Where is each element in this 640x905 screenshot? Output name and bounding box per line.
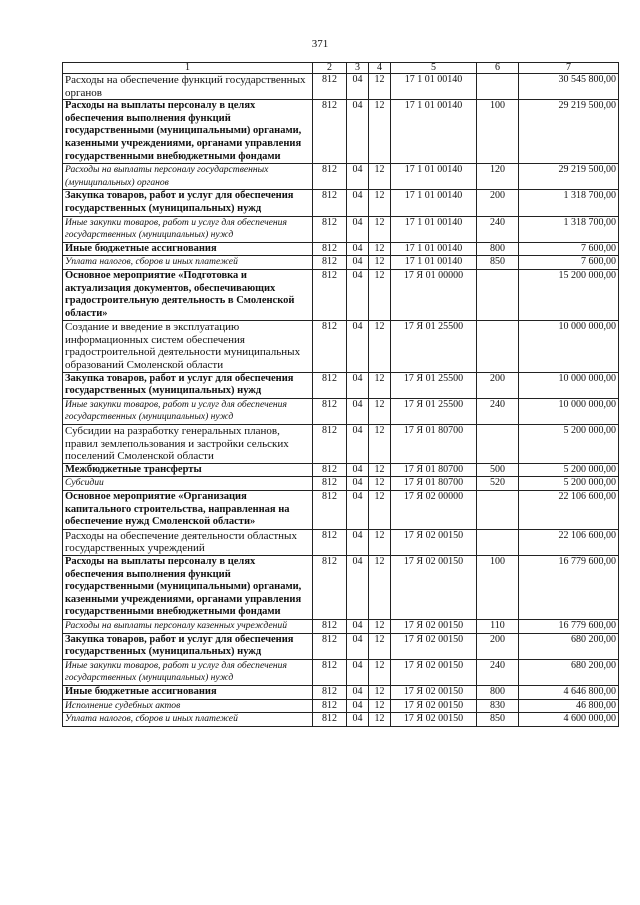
row-name-cell: Расходы на выплаты персоналу государственных (муниципальных) органов <box>63 164 313 190</box>
expense-type-cell <box>477 491 519 530</box>
expense-type-cell: 850 <box>477 713 519 727</box>
amount-cell: 10 000 000,00 <box>519 372 619 398</box>
subsection-cell: 12 <box>369 398 391 424</box>
subsection-cell: 12 <box>369 100 391 164</box>
column-header: 4 <box>369 63 391 74</box>
amount-cell: 10 000 000,00 <box>519 321 619 372</box>
table-row <box>63 216 619 242</box>
table-row <box>63 619 619 633</box>
target-article-cell: 17 Я 02 00150 <box>391 529 477 555</box>
admin-code-cell: 812 <box>313 321 347 372</box>
amount-cell: 29 219 500,00 <box>519 164 619 190</box>
expense-type-cell: 200 <box>477 190 519 216</box>
table-row <box>63 242 619 256</box>
row-name-cell: Основное мероприятие «Организация капитального строительства, направленная на обеспечение нужд Смоленской области» <box>63 491 313 530</box>
admin-code-cell: 812 <box>313 633 347 659</box>
admin-code-cell: 812 <box>313 685 347 699</box>
target-article-cell: 17 Я 01 00000 <box>391 269 477 320</box>
section-cell: 04 <box>347 425 369 464</box>
amount-cell: 1 318 700,00 <box>519 190 619 216</box>
expense-type-cell: 240 <box>477 216 519 242</box>
expense-type-cell <box>477 425 519 464</box>
target-article-cell: 17 1 01 00140 <box>391 216 477 242</box>
row-name-cell: Закупка товаров, работ и услуг для обеспечения государственных (муниципальных) нужд <box>63 633 313 659</box>
table-row <box>63 321 619 372</box>
admin-code-cell: 812 <box>313 190 347 216</box>
amount-cell: 10 000 000,00 <box>519 398 619 424</box>
subsection-cell: 12 <box>369 685 391 699</box>
row-name-cell: Закупка товаров, работ и услуг для обеспечения государственных (муниципальных) нужд <box>63 190 313 216</box>
amount-cell: 5 200 000,00 <box>519 477 619 491</box>
expense-type-cell: 200 <box>477 633 519 659</box>
row-name-cell: Расходы на обеспечение деятельности областных государственных учреждений <box>63 529 313 555</box>
admin-code-cell: 812 <box>313 256 347 270</box>
expense-type-cell: 800 <box>477 685 519 699</box>
table-row <box>63 685 619 699</box>
subsection-cell: 12 <box>369 713 391 727</box>
column-header: 6 <box>477 63 519 74</box>
admin-code-cell: 812 <box>313 699 347 713</box>
table-row <box>63 491 619 530</box>
table-row <box>63 555 619 619</box>
section-cell: 04 <box>347 74 369 100</box>
amount-cell: 16 779 600,00 <box>519 619 619 633</box>
table-row <box>63 100 619 164</box>
section-cell: 04 <box>347 321 369 372</box>
table-row <box>63 164 619 190</box>
admin-code-cell: 812 <box>313 619 347 633</box>
table-body <box>63 74 619 727</box>
subsection-cell: 12 <box>369 633 391 659</box>
row-name-cell: Иные бюджетные ассигнования <box>63 242 313 256</box>
amount-cell: 680 200,00 <box>519 633 619 659</box>
section-cell: 04 <box>347 699 369 713</box>
table-row <box>63 477 619 491</box>
expense-type-cell: 100 <box>477 100 519 164</box>
expense-type-cell: 110 <box>477 619 519 633</box>
expense-type-cell: 240 <box>477 398 519 424</box>
target-article-cell: 17 Я 01 80700 <box>391 463 477 477</box>
subsection-cell: 12 <box>369 477 391 491</box>
row-name-cell: Расходы на выплаты персоналу казенных учреждений <box>63 619 313 633</box>
section-cell: 04 <box>347 477 369 491</box>
row-name-cell: Исполнение судебных актов <box>63 699 313 713</box>
expense-type-cell <box>477 74 519 100</box>
row-name-cell: Создание и введение в эксплуатацию информационных систем обеспечения градостроительной деятельности муниципальных образований Смоленской области <box>63 321 313 372</box>
amount-cell: 30 545 800,00 <box>519 74 619 100</box>
admin-code-cell: 812 <box>313 491 347 530</box>
admin-code-cell: 812 <box>313 372 347 398</box>
admin-code-cell: 812 <box>313 425 347 464</box>
admin-code-cell: 812 <box>313 659 347 685</box>
target-article-cell: 17 Я 02 00000 <box>391 491 477 530</box>
page-number: 371 <box>311 38 329 50</box>
admin-code-cell: 812 <box>313 74 347 100</box>
amount-cell: 680 200,00 <box>519 659 619 685</box>
table-row <box>63 699 619 713</box>
admin-code-cell: 812 <box>313 269 347 320</box>
table-row <box>63 425 619 464</box>
section-cell: 04 <box>347 100 369 164</box>
amount-cell: 46 800,00 <box>519 699 619 713</box>
subsection-cell: 12 <box>369 216 391 242</box>
column-header: 3 <box>347 63 369 74</box>
table-header-row <box>63 63 619 74</box>
budget-table <box>62 62 619 727</box>
amount-cell: 5 200 000,00 <box>519 425 619 464</box>
subsection-cell: 12 <box>369 699 391 713</box>
subsection-cell: 12 <box>369 74 391 100</box>
row-name-cell: Основное мероприятие «Подготовка и актуализация документов, обеспечивающих градостроительную деятельность в Смоленской области» <box>63 269 313 320</box>
expense-type-cell: 200 <box>477 372 519 398</box>
target-article-cell: 17 Я 02 00150 <box>391 619 477 633</box>
target-article-cell: 17 1 01 00140 <box>391 74 477 100</box>
subsection-cell: 12 <box>369 242 391 256</box>
table-row <box>63 398 619 424</box>
subsection-cell: 12 <box>369 529 391 555</box>
row-name-cell: Расходы на выплаты персоналу в целях обеспечения выполнения функций государственными (муниципальными) органами, казенными учреждениями, органами управления государственными внебюджетными фондами <box>63 100 313 164</box>
amount-cell: 7 600,00 <box>519 242 619 256</box>
subsection-cell: 12 <box>369 256 391 270</box>
section-cell: 04 <box>347 619 369 633</box>
subsection-cell: 12 <box>369 555 391 619</box>
row-name-cell: Уплата налогов, сборов и иных платежей <box>63 713 313 727</box>
section-cell: 04 <box>347 685 369 699</box>
amount-cell: 1 318 700,00 <box>519 216 619 242</box>
subsection-cell: 12 <box>369 491 391 530</box>
table-row <box>63 463 619 477</box>
expense-type-cell: 120 <box>477 164 519 190</box>
subsection-cell: 12 <box>369 425 391 464</box>
section-cell: 04 <box>347 372 369 398</box>
section-cell: 04 <box>347 216 369 242</box>
target-article-cell: 17 Я 02 00150 <box>391 699 477 713</box>
expense-type-cell <box>477 321 519 372</box>
target-article-cell: 17 Я 02 00150 <box>391 633 477 659</box>
admin-code-cell: 812 <box>313 463 347 477</box>
amount-cell: 15 200 000,00 <box>519 269 619 320</box>
column-header: 2 <box>313 63 347 74</box>
section-cell: 04 <box>347 164 369 190</box>
section-cell: 04 <box>347 190 369 216</box>
section-cell: 04 <box>347 491 369 530</box>
table-row <box>63 713 619 727</box>
section-cell: 04 <box>347 659 369 685</box>
subsection-cell: 12 <box>369 190 391 216</box>
target-article-cell: 17 1 01 00140 <box>391 242 477 256</box>
section-cell: 04 <box>347 242 369 256</box>
row-name-cell: Закупка товаров, работ и услуг для обеспечения государственных (муниципальных) нужд <box>63 372 313 398</box>
row-name-cell: Иные закупки товаров, работ и услуг для обеспечения государственных (муниципальных) нужд <box>63 398 313 424</box>
expense-type-cell <box>477 269 519 320</box>
admin-code-cell: 812 <box>313 713 347 727</box>
expense-type-cell: 100 <box>477 555 519 619</box>
row-name-cell: Иные закупки товаров, работ и услуг для обеспечения государственных (муниципальных) нужд <box>63 659 313 685</box>
section-cell: 04 <box>347 529 369 555</box>
admin-code-cell: 812 <box>313 100 347 164</box>
admin-code-cell: 812 <box>313 242 347 256</box>
target-article-cell: 17 1 01 00140 <box>391 256 477 270</box>
target-article-cell: 17 Я 02 00150 <box>391 713 477 727</box>
target-article-cell: 17 1 01 00140 <box>391 190 477 216</box>
column-header: 5 <box>391 63 477 74</box>
table-row <box>63 190 619 216</box>
target-article-cell: 17 Я 01 25500 <box>391 372 477 398</box>
row-name-cell: Уплата налогов, сборов и иных платежей <box>63 256 313 270</box>
table-row <box>63 529 619 555</box>
section-cell: 04 <box>347 463 369 477</box>
section-cell: 04 <box>347 633 369 659</box>
expense-type-cell: 500 <box>477 463 519 477</box>
section-cell: 04 <box>347 256 369 270</box>
target-article-cell: 17 Я 01 25500 <box>391 398 477 424</box>
table-row <box>63 74 619 100</box>
amount-cell: 4 600 000,00 <box>519 713 619 727</box>
expense-type-cell: 520 <box>477 477 519 491</box>
row-name-cell: Субсидии на разработку генеральных планов, правил землепользования и застройки сельских поселений Смоленской области <box>63 425 313 464</box>
target-article-cell: 17 1 01 00140 <box>391 100 477 164</box>
subsection-cell: 12 <box>369 619 391 633</box>
admin-code-cell: 812 <box>313 529 347 555</box>
column-header: 1 <box>63 63 313 74</box>
row-name-cell: Расходы на выплаты персоналу в целях обеспечения выполнения функций государственными (муниципальными) органами, казенными учреждениями, органами управления государственными внебюджетными фондами <box>63 555 313 619</box>
target-article-cell: 17 1 01 00140 <box>391 164 477 190</box>
section-cell: 04 <box>347 398 369 424</box>
admin-code-cell: 812 <box>313 164 347 190</box>
admin-code-cell: 812 <box>313 555 347 619</box>
amount-cell: 4 646 800,00 <box>519 685 619 699</box>
subsection-cell: 12 <box>369 321 391 372</box>
expense-type-cell: 830 <box>477 699 519 713</box>
row-name-cell: Расходы на обеспечение функций государственных органов <box>63 74 313 100</box>
target-article-cell: 17 Я 02 00150 <box>391 555 477 619</box>
subsection-cell: 12 <box>369 164 391 190</box>
subsection-cell: 12 <box>369 659 391 685</box>
table-row <box>63 659 619 685</box>
row-name-cell: Межбюджетные трансферты <box>63 463 313 477</box>
expense-type-cell: 240 <box>477 659 519 685</box>
target-article-cell: 17 Я 01 80700 <box>391 477 477 491</box>
section-cell: 04 <box>347 713 369 727</box>
expense-type-cell: 800 <box>477 242 519 256</box>
section-cell: 04 <box>347 555 369 619</box>
table-row <box>63 633 619 659</box>
row-name-cell: Субсидии <box>63 477 313 491</box>
expense-type-cell <box>477 529 519 555</box>
target-article-cell: 17 Я 01 25500 <box>391 321 477 372</box>
amount-cell: 29 219 500,00 <box>519 100 619 164</box>
table-row <box>63 269 619 320</box>
admin-code-cell: 812 <box>313 216 347 242</box>
amount-cell: 16 779 600,00 <box>519 555 619 619</box>
amount-cell: 5 200 000,00 <box>519 463 619 477</box>
column-header: 7 <box>519 63 619 74</box>
target-article-cell: 17 Я 01 80700 <box>391 425 477 464</box>
row-name-cell: Иные закупки товаров, работ и услуг для обеспечения государственных (муниципальных) нужд <box>63 216 313 242</box>
subsection-cell: 12 <box>369 463 391 477</box>
section-cell: 04 <box>347 269 369 320</box>
admin-code-cell: 812 <box>313 477 347 491</box>
expense-type-cell: 850 <box>477 256 519 270</box>
amount-cell: 22 106 600,00 <box>519 529 619 555</box>
amount-cell: 22 106 600,00 <box>519 491 619 530</box>
target-article-cell: 17 Я 02 00150 <box>391 685 477 699</box>
table-row <box>63 256 619 270</box>
amount-cell: 7 600,00 <box>519 256 619 270</box>
admin-code-cell: 812 <box>313 398 347 424</box>
subsection-cell: 12 <box>369 372 391 398</box>
row-name-cell: Иные бюджетные ассигнования <box>63 685 313 699</box>
table-row <box>63 372 619 398</box>
target-article-cell: 17 Я 02 00150 <box>391 659 477 685</box>
subsection-cell: 12 <box>369 269 391 320</box>
